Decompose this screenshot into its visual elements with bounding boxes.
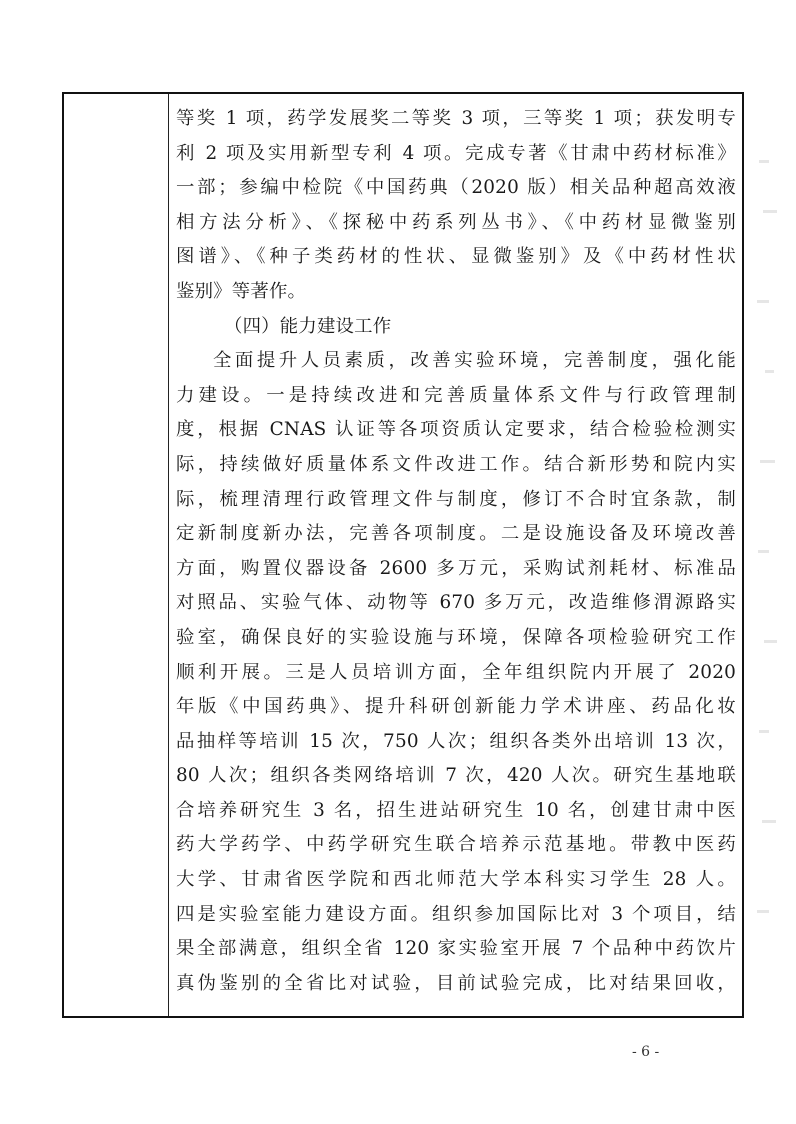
column-divider: [168, 94, 169, 1016]
text-cell: [176, 102, 736, 1001]
text-line: 相方法分析》、《探秘中药系列丛书》、《中药材显微鉴别: [176, 211, 736, 233]
text-line: 80 人次；组织各类网络培训 7 次，420 人次。研究生基地联: [176, 765, 736, 787]
text-line: 度，根据 CNAS 认证等各项资质认定要求，结合检验检测实: [176, 419, 736, 441]
text-line: 一部；参编中检院《中国药典（2020 版）相关品种超高效液: [176, 177, 736, 199]
paragraph-first-line: 全面提升人员素质，改善实验环境，完善制度，强化能: [213, 350, 736, 372]
text-line: 际，持续做好质量体系文件改进工作。结合新形势和院内实: [176, 453, 736, 475]
text-line: 真伪鉴别的全省比对试验，目前试验完成，比对结果回收，: [176, 972, 736, 994]
scan-bleed-marks: [755, 140, 785, 1000]
text-line: 图谱》、《种子类药材的性状、显微鉴别》及《中药材性状: [176, 246, 736, 268]
text-line: 大学、甘肃省医学院和西北师范大学本科实习学生 28 人。: [176, 869, 736, 891]
text-line: 际，梳理清理行政管理文件与制度，修订不合时宜条款，制: [176, 488, 736, 510]
text-line: 鉴别》等著作。: [176, 280, 307, 302]
page-number: - 6 -: [632, 1044, 660, 1060]
text-line: 利 2 项及实用新型专利 4 项。完成专著《甘肃中药材标准》: [176, 142, 736, 164]
text-line: 品抽样等培训 15 次，750 人次；组织各类外出培训 13 次，: [176, 730, 736, 752]
text-line: 等奖 1 项，药学发展奖二等奖 3 项，三等奖 1 项；获发明专: [176, 108, 736, 129]
text-line: 方面，购置仪器设备 2600 多万元，采购试剂耗材、标准品: [176, 557, 736, 579]
text-line: 顺利开展。三是人员培训方面，全年组织院内开展了 2020: [176, 661, 736, 683]
text-line: 药大学药学、中药学研究生联合培养示范基地。带教中医药: [176, 834, 736, 856]
text-line: 定新制度新办法，完善各项制度。二是设施设备及环境改善: [176, 523, 736, 545]
table-frame: [62, 92, 744, 1018]
text-line: 年版《中国药典》、提升科研创新能力学术讲座、药品化妆: [176, 696, 736, 718]
text-line: 果全部满意，组织全省 120 家实验室开展 7 个品种中药饮片: [176, 938, 736, 960]
text-line: 合培养研究生 3 名，招生进站研究生 10 名，创建甘肃中医: [176, 799, 736, 821]
text-line: 对照品、实验气体、动物等 670 多万元，改造维修渭源路实: [176, 592, 736, 614]
text-line: 力建设。一是持续改进和完善质量体系文件与行政管理制: [176, 384, 736, 406]
text-line: 验室，确保良好的实验设施与环境，保障各项检验研究工作: [176, 626, 736, 648]
text-line: 四是实验室能力建设方面。组织参加国际比对 3 个项目，结: [176, 903, 736, 925]
section-heading: （四）能力建设工作: [224, 315, 392, 337]
